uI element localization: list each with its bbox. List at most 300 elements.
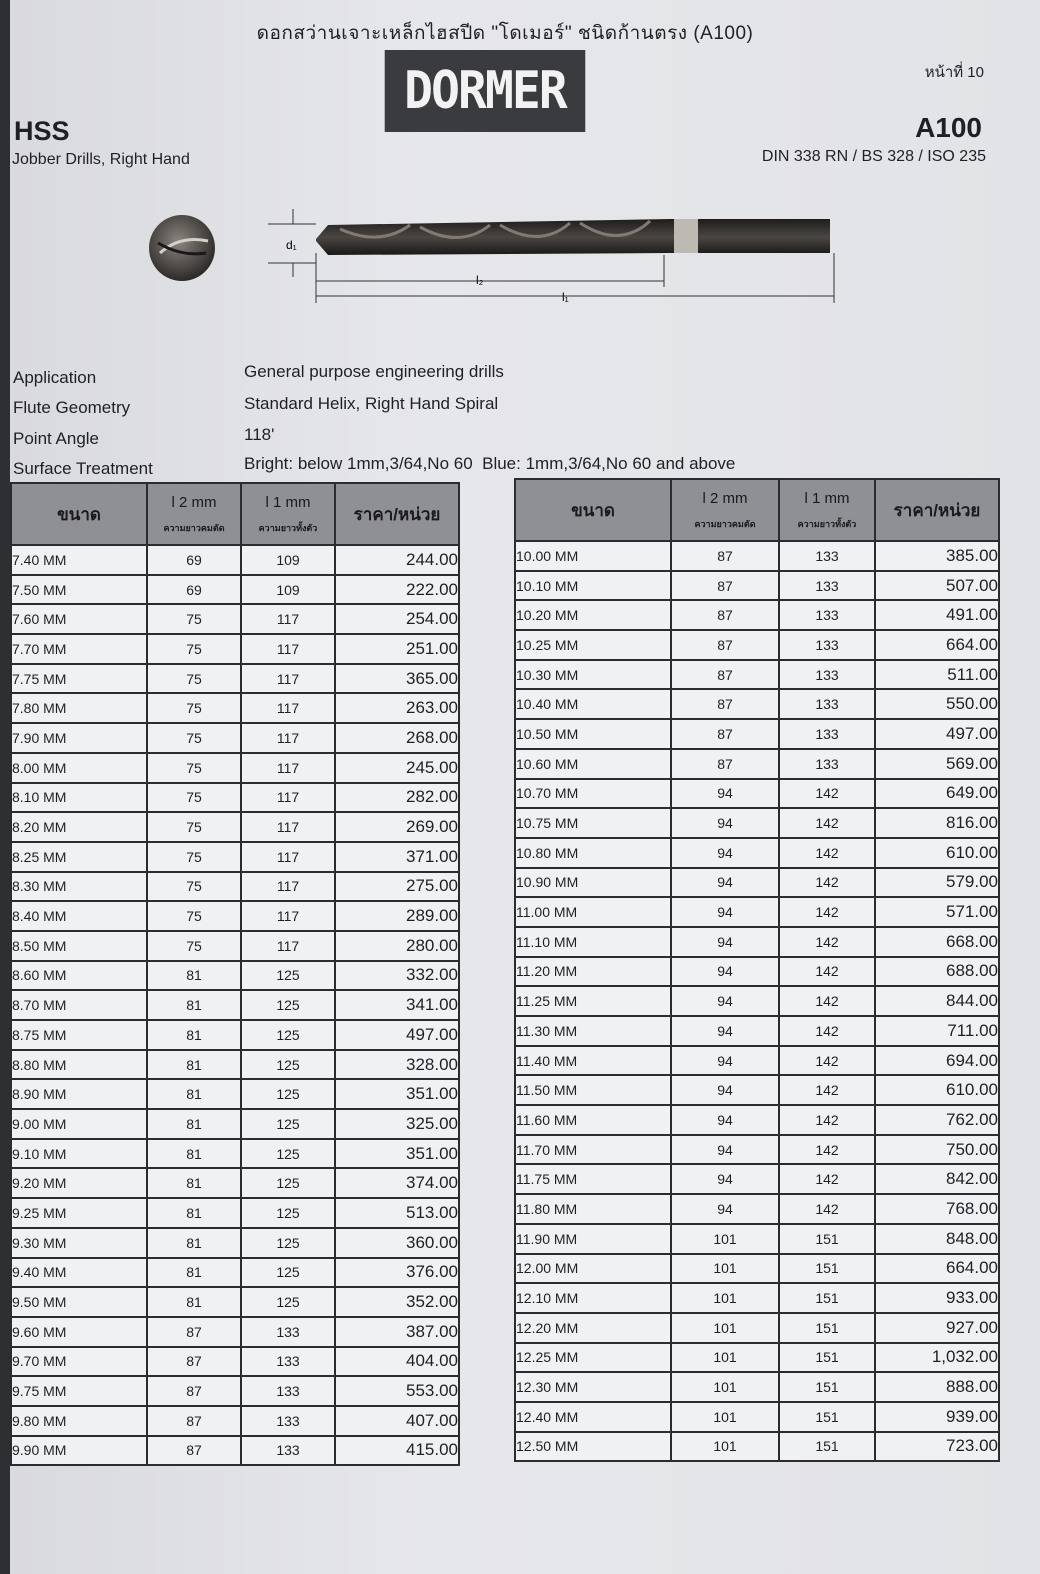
cell-l2: 87 (147, 1347, 241, 1377)
cell-l1: 117 (241, 872, 335, 902)
table-row (515, 986, 999, 1016)
cell-size: 9.90 MM (11, 1436, 147, 1466)
cell-size: 8.90 MM (11, 1079, 147, 1109)
cell-size: 10.40 MM (515, 689, 671, 719)
cell-l1: 142 (779, 808, 875, 838)
cell-l2: 81 (147, 1020, 241, 1050)
cell-price: 569.00 (875, 749, 999, 779)
cell-price: 289.00 (335, 901, 459, 931)
table-row (11, 1109, 459, 1139)
header-l1 (779, 479, 875, 541)
table-row (515, 1254, 999, 1284)
cell-price: 664.00 (875, 1254, 999, 1284)
cell-l2: 81 (147, 1287, 241, 1317)
table-row (515, 1283, 999, 1313)
cell-size: 7.60 MM (11, 604, 147, 634)
drill-diagram (140, 195, 850, 315)
table-row (515, 571, 999, 601)
header-l1-label: l 1 mm (265, 493, 311, 511)
cell-l1: 142 (779, 897, 875, 927)
table-row (515, 1105, 999, 1135)
cell-price: 254.00 (335, 604, 459, 634)
cell-price: 688.00 (875, 957, 999, 987)
table-row (11, 1079, 459, 1109)
cell-size: 9.60 MM (11, 1317, 147, 1347)
cell-price: 610.00 (875, 1075, 999, 1105)
price-table-left (10, 482, 460, 1466)
cell-l1: 151 (779, 1313, 875, 1343)
cell-l1: 117 (241, 783, 335, 813)
table-header-row (515, 479, 999, 541)
cell-l2: 81 (147, 990, 241, 1020)
cell-size: 7.40 MM (11, 545, 147, 575)
cell-l1: 133 (241, 1347, 335, 1377)
cell-size: 10.70 MM (515, 779, 671, 809)
cell-price: 550.00 (875, 689, 999, 719)
product-code: A100 (915, 112, 982, 143)
cell-size: 9.75 MM (11, 1376, 147, 1406)
cell-l1: 117 (241, 634, 335, 664)
cell-l2: 87 (671, 541, 779, 571)
table-row (11, 812, 459, 842)
cell-l1: 117 (241, 723, 335, 753)
cell-size: 9.80 MM (11, 1406, 147, 1436)
cell-price: 610.00 (875, 838, 999, 868)
header-l2-sub: ความยาวคมตัด (163, 522, 225, 533)
table-row (515, 1224, 999, 1254)
cell-l1: 125 (241, 990, 335, 1020)
cell-l1: 125 (241, 1287, 335, 1317)
cell-l1: 133 (779, 689, 875, 719)
table-row (11, 872, 459, 902)
cell-size: 12.00 MM (515, 1254, 671, 1284)
cell-l2: 75 (147, 812, 241, 842)
table-row (11, 1347, 459, 1377)
cell-l1: 133 (779, 749, 875, 779)
table-row (11, 1050, 459, 1080)
cell-size: 11.60 MM (515, 1105, 671, 1135)
cell-price: 842.00 (875, 1164, 999, 1194)
cell-size: 11.75 MM (515, 1164, 671, 1194)
table-header-row (11, 483, 459, 545)
cell-l1: 142 (779, 1016, 875, 1046)
header-l2-sub: ความยาวคมตัด (694, 518, 756, 529)
table-row (11, 753, 459, 783)
l2-label: l₂ (476, 273, 484, 287)
cell-price: 694.00 (875, 1046, 999, 1076)
cell-l2: 87 (671, 630, 779, 660)
cell-size: 8.20 MM (11, 812, 147, 842)
cell-size: 11.20 MM (515, 957, 671, 987)
cell-price: 750.00 (875, 1135, 999, 1165)
cell-l2: 81 (147, 1139, 241, 1169)
cell-l2: 94 (671, 1016, 779, 1046)
cell-size: 7.75 MM (11, 664, 147, 694)
cell-size: 9.00 MM (11, 1109, 147, 1139)
cell-l1: 133 (779, 541, 875, 571)
spec-label-flute-geometry: Flute Geometry (13, 398, 131, 417)
cell-price: 933.00 (875, 1283, 999, 1313)
cell-size: 11.90 MM (515, 1224, 671, 1254)
cell-price: 497.00 (335, 1020, 459, 1050)
cell-size: 9.10 MM (11, 1139, 147, 1169)
cell-size: 8.60 MM (11, 961, 147, 991)
cell-size: 8.10 MM (11, 783, 147, 813)
cell-l1: 125 (241, 1139, 335, 1169)
cell-price: 245.00 (335, 753, 459, 783)
cell-price: 816.00 (875, 808, 999, 838)
cell-size: 12.50 MM (515, 1432, 671, 1462)
table-row (11, 545, 459, 575)
cell-price: 222.00 (335, 575, 459, 605)
cell-size: 7.50 MM (11, 575, 147, 605)
table-row (515, 600, 999, 630)
cell-l2: 87 (671, 660, 779, 690)
cell-l1: 142 (779, 957, 875, 987)
cell-size: 9.25 MM (11, 1198, 147, 1228)
table-row (515, 1164, 999, 1194)
table-row (515, 868, 999, 898)
cell-price: 664.00 (875, 630, 999, 660)
cell-l1: 125 (241, 1020, 335, 1050)
table-row (515, 779, 999, 809)
cell-l1: 117 (241, 693, 335, 723)
cell-price: 888.00 (875, 1372, 999, 1402)
cell-l1: 133 (779, 660, 875, 690)
cell-price: 511.00 (875, 660, 999, 690)
cell-l1: 151 (779, 1283, 875, 1313)
spec-label-application: Application (13, 368, 97, 387)
spec-value-flute-geometry: Standard Helix, Right Hand Spiral (244, 394, 499, 413)
table-row (11, 931, 459, 961)
cell-l2: 94 (671, 868, 779, 898)
table-row (11, 961, 459, 991)
table-row (11, 575, 459, 605)
spec-label-surface-treatment: Surface Treatment (13, 459, 153, 478)
table-row (515, 749, 999, 779)
cell-price: 848.00 (875, 1224, 999, 1254)
cell-l2: 75 (147, 604, 241, 634)
cell-size: 8.50 MM (11, 931, 147, 961)
cell-size: 10.10 MM (515, 571, 671, 601)
cell-l2: 75 (147, 723, 241, 753)
cell-l2: 101 (671, 1224, 779, 1254)
cell-size: 11.70 MM (515, 1135, 671, 1165)
cell-l2: 94 (671, 779, 779, 809)
cell-l1: 133 (241, 1406, 335, 1436)
cell-l2: 87 (671, 600, 779, 630)
table-row (11, 1198, 459, 1228)
cell-price: 579.00 (875, 868, 999, 898)
table-row (515, 1016, 999, 1046)
table-row (515, 1194, 999, 1224)
cell-size: 11.40 MM (515, 1046, 671, 1076)
cell-price: 341.00 (335, 990, 459, 1020)
cell-l1: 142 (779, 1046, 875, 1076)
header-size: ขนาด (11, 483, 147, 545)
page-binding-edge (0, 0, 10, 1574)
cell-l2: 94 (671, 986, 779, 1016)
table-row (11, 693, 459, 723)
cell-price: 927.00 (875, 1313, 999, 1343)
cell-price: 325.00 (335, 1109, 459, 1139)
cell-price: 649.00 (875, 779, 999, 809)
cell-l2: 94 (671, 1135, 779, 1165)
cell-l1: 133 (779, 719, 875, 749)
cell-size: 9.70 MM (11, 1347, 147, 1377)
cell-l1: 151 (779, 1224, 875, 1254)
cell-l1: 142 (779, 779, 875, 809)
dormer-logo: DORMER (385, 50, 586, 132)
cell-l1: 142 (779, 1164, 875, 1194)
cell-l2: 81 (147, 1198, 241, 1228)
cell-l1: 125 (241, 1258, 335, 1288)
cell-l1: 125 (241, 1228, 335, 1258)
cell-l2: 87 (671, 689, 779, 719)
cell-l2: 94 (671, 927, 779, 957)
cell-l2: 75 (147, 693, 241, 723)
cell-price: 269.00 (335, 812, 459, 842)
product-subtitle: Jobber Drills, Right Hand (12, 151, 190, 168)
cell-l2: 101 (671, 1343, 779, 1373)
cell-price: 251.00 (335, 634, 459, 664)
cell-price: 244.00 (335, 545, 459, 575)
cell-l2: 101 (671, 1402, 779, 1432)
cell-price: 415.00 (335, 1436, 459, 1466)
cell-size: 7.80 MM (11, 693, 147, 723)
cell-price: 328.00 (335, 1050, 459, 1080)
cell-size: 10.00 MM (515, 541, 671, 571)
header-l1 (241, 483, 335, 545)
spec-value-application: General purpose engineering drills (244, 362, 504, 381)
cell-l2: 94 (671, 1194, 779, 1224)
table-row (515, 957, 999, 987)
cell-size: 8.70 MM (11, 990, 147, 1020)
cell-size: 10.50 MM (515, 719, 671, 749)
cell-price: 263.00 (335, 693, 459, 723)
cell-l2: 94 (671, 1105, 779, 1135)
cell-l2: 87 (147, 1436, 241, 1466)
cell-size: 10.75 MM (515, 808, 671, 838)
table-row (11, 1436, 459, 1466)
table-row (11, 842, 459, 872)
cell-l2: 94 (671, 897, 779, 927)
table-row (11, 990, 459, 1020)
cell-size: 8.30 MM (11, 872, 147, 902)
cell-price: 351.00 (335, 1139, 459, 1169)
header-l2-label: l 2 mm (702, 489, 748, 507)
cell-l2: 101 (671, 1283, 779, 1313)
cell-price: 723.00 (875, 1432, 999, 1462)
table-row (515, 1046, 999, 1076)
cell-l1: 133 (241, 1436, 335, 1466)
cell-l2: 81 (147, 1228, 241, 1258)
cell-l2: 87 (671, 749, 779, 779)
cell-l2: 101 (671, 1254, 779, 1284)
header-size: ขนาด (515, 479, 671, 541)
cell-size: 12.30 MM (515, 1372, 671, 1402)
cell-l2: 75 (147, 664, 241, 694)
cell-price: 553.00 (335, 1376, 459, 1406)
cell-l2: 75 (147, 634, 241, 664)
cell-price: 332.00 (335, 961, 459, 991)
header-l2 (671, 479, 779, 541)
cell-l2: 75 (147, 872, 241, 902)
table-row (515, 808, 999, 838)
cell-size: 10.60 MM (515, 749, 671, 779)
cell-size: 10.20 MM (515, 600, 671, 630)
cell-l1: 125 (241, 961, 335, 991)
cell-price: 507.00 (875, 571, 999, 601)
cell-size: 10.80 MM (515, 838, 671, 868)
cell-size: 12.10 MM (515, 1283, 671, 1313)
cell-l1: 109 (241, 545, 335, 575)
cell-size: 11.10 MM (515, 927, 671, 957)
cell-price: 513.00 (335, 1198, 459, 1228)
cell-size: 10.25 MM (515, 630, 671, 660)
cell-size: 7.70 MM (11, 634, 147, 664)
cell-size: 8.80 MM (11, 1050, 147, 1080)
cell-l1: 133 (779, 600, 875, 630)
cell-l2: 69 (147, 575, 241, 605)
cell-size: 11.25 MM (515, 986, 671, 1016)
d1-label: d₁ (286, 238, 297, 252)
table-row (515, 689, 999, 719)
cell-l2: 94 (671, 1164, 779, 1194)
table-row (11, 1258, 459, 1288)
cell-l1: 133 (779, 630, 875, 660)
standards-label: DIN 338 RN / BS 328 / ISO 235 (761, 148, 986, 165)
cell-price: 711.00 (875, 1016, 999, 1046)
cell-size: 11.50 MM (515, 1075, 671, 1105)
cell-l1: 142 (779, 927, 875, 957)
table-row (515, 927, 999, 957)
header-l2 (147, 483, 241, 545)
drill-side-view-icon (316, 219, 830, 255)
cell-size: 9.30 MM (11, 1228, 147, 1258)
cell-price: 280.00 (335, 931, 459, 961)
cell-l2: 87 (671, 719, 779, 749)
cell-l2: 101 (671, 1313, 779, 1343)
cell-l1: 125 (241, 1050, 335, 1080)
table-row (515, 719, 999, 749)
table-row (11, 1317, 459, 1347)
header-price: ราคา/หน่วย (335, 483, 459, 545)
cell-size: 11.80 MM (515, 1194, 671, 1224)
table-row (11, 1168, 459, 1198)
cell-l2: 94 (671, 1046, 779, 1076)
cell-l1: 142 (779, 1135, 875, 1165)
cell-l1: 142 (779, 1075, 875, 1105)
cell-l2: 75 (147, 901, 241, 931)
cell-l2: 81 (147, 1109, 241, 1139)
table-row (11, 634, 459, 664)
cell-l1: 151 (779, 1432, 875, 1462)
cell-size: 8.75 MM (11, 1020, 147, 1050)
table-row (515, 1372, 999, 1402)
cell-l2: 81 (147, 1079, 241, 1109)
cell-price: 939.00 (875, 1402, 999, 1432)
header-l1-label: l 1 mm (804, 489, 850, 507)
cell-price: 1,032.00 (875, 1343, 999, 1373)
cell-size: 11.30 MM (515, 1016, 671, 1046)
cell-size: 12.40 MM (515, 1402, 671, 1432)
cell-l1: 125 (241, 1079, 335, 1109)
drill-end-view-icon (149, 215, 215, 281)
cell-l1: 133 (779, 571, 875, 601)
header-l2-label: l 2 mm (171, 493, 217, 511)
cell-l1: 117 (241, 812, 335, 842)
cell-l2: 75 (147, 783, 241, 813)
cell-size: 12.25 MM (515, 1343, 671, 1373)
cell-price: 365.00 (335, 664, 459, 694)
cell-l1: 125 (241, 1168, 335, 1198)
header-l1-sub: ความยาวทั้งตัว (258, 522, 318, 533)
table-row (11, 1406, 459, 1436)
spec-value-surface-treatment: Bright: below 1mm,3/64,No 60 Blue: 1mm,3/64,No 60 and above (244, 454, 736, 473)
price-table-right (514, 478, 1000, 1462)
cell-price: 371.00 (335, 842, 459, 872)
cell-l2: 87 (147, 1376, 241, 1406)
header-l1-sub: ความยาวทั้งตัว (797, 518, 857, 529)
cell-l1: 125 (241, 1109, 335, 1139)
table-row (11, 1020, 459, 1050)
spec-value-point-angle: 118' (244, 425, 275, 444)
cell-l1: 151 (779, 1343, 875, 1373)
cell-l1: 109 (241, 575, 335, 605)
l1-label: l₁ (562, 290, 569, 304)
cell-l1: 117 (241, 901, 335, 931)
spec-label-point-angle: Point Angle (13, 429, 100, 448)
cell-l1: 142 (779, 986, 875, 1016)
cell-size: 10.30 MM (515, 660, 671, 690)
table-row (515, 1135, 999, 1165)
cell-size: 10.90 MM (515, 868, 671, 898)
cell-l1: 142 (779, 838, 875, 868)
table-row (515, 1075, 999, 1105)
cell-price: 282.00 (335, 783, 459, 813)
table-row (515, 1343, 999, 1373)
material-label: HSS (14, 116, 70, 146)
cell-price: 491.00 (875, 600, 999, 630)
cell-l2: 94 (671, 838, 779, 868)
cell-size: 8.25 MM (11, 842, 147, 872)
cell-price: 571.00 (875, 897, 999, 927)
cell-price: 275.00 (335, 872, 459, 902)
table-row (515, 1402, 999, 1432)
cell-l2: 87 (147, 1406, 241, 1436)
cell-l1: 151 (779, 1402, 875, 1432)
page-title: ดอกสว่านเจาะเหล็กไฮสปีด "โดเมอร์" ชนิดก้านตรง (A100) (256, 23, 754, 44)
table-row (11, 1287, 459, 1317)
cell-l1: 117 (241, 931, 335, 961)
table-row (515, 1432, 999, 1462)
cell-l1: 142 (779, 1105, 875, 1135)
cell-price: 376.00 (335, 1258, 459, 1288)
cell-l2: 81 (147, 961, 241, 991)
table-row (11, 1376, 459, 1406)
cell-l2: 87 (671, 571, 779, 601)
cell-price: 385.00 (875, 541, 999, 571)
table-row (11, 723, 459, 753)
cell-l1: 117 (241, 664, 335, 694)
table-row (11, 901, 459, 931)
cell-l2: 75 (147, 931, 241, 961)
table-row (11, 1228, 459, 1258)
cell-l2: 87 (147, 1317, 241, 1347)
cell-price: 352.00 (335, 1287, 459, 1317)
cell-l1: 133 (241, 1376, 335, 1406)
